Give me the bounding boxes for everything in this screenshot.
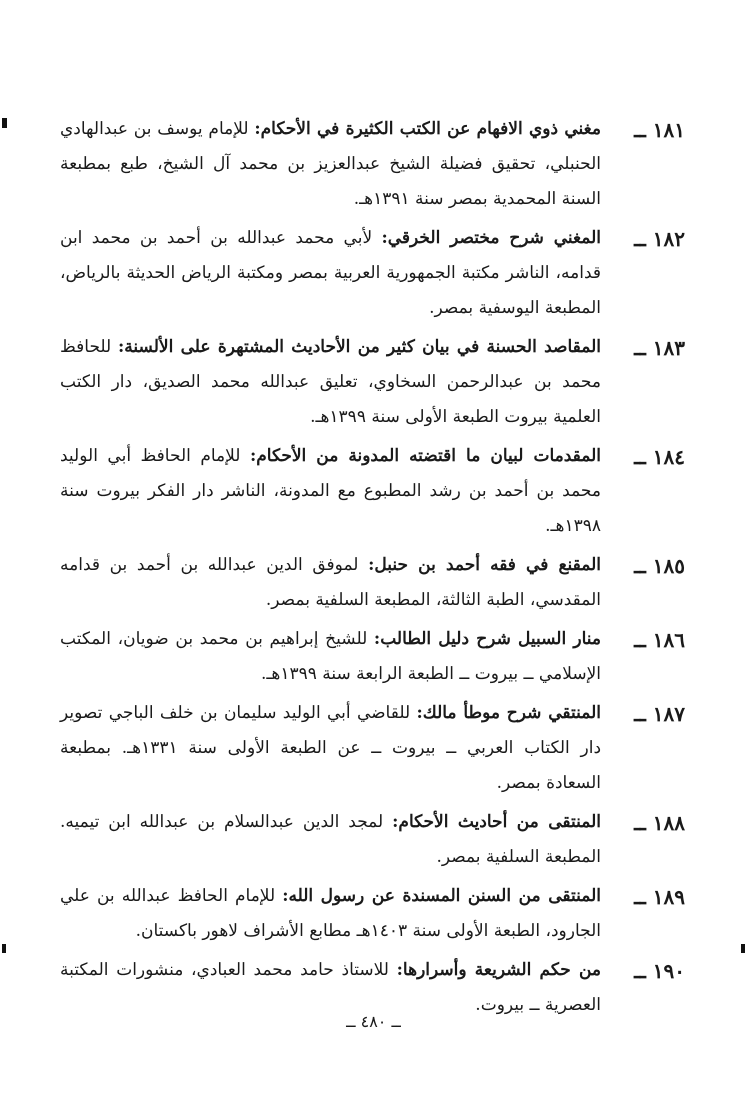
entry-title: من حكم الشريعة وأسرارها:: [396, 960, 601, 980]
entry-title: المغني شرح مختصر الخرقي:: [381, 228, 601, 248]
entry-text: للإمام الحافظ أبي الوليد محمد بن أحمد بن رشد المطبوع مع المدونة، الناشر دار الفكر بيروت سنة ١٣٩٨هـ.: [60, 446, 601, 536]
entry-text: للحافظ محمد بن عبدالرحمن السخاوي، تعليق عبدالله محمد الصديق، دار الكتب العلمية بيروت الطبعة الأولى سنة ١٣٩٩هـ.: [60, 337, 601, 427]
entry-title: المقدمات لبيان ما اقتضته المدونة من الأحكام:: [249, 446, 601, 466]
bibliography-list: [60, 112, 685, 1027]
entry-text: للإمام يوسف بن عبدالهادي الحنبلي، تحقيق فضيلة الشيخ عبدالعزيز بن محمد آل الشيخ، طبع بمطبعة السنة المحمدية بمصر سنة ١٣٩١هـ.: [60, 119, 601, 209]
entry-body: [60, 112, 601, 217]
entry-body: [60, 879, 601, 949]
entry-185: [60, 548, 685, 618]
entry-number: ١٨٣ ــ: [634, 336, 685, 360]
entry-182: [60, 221, 685, 326]
entry-181: [60, 112, 685, 217]
entry-188: [60, 805, 685, 875]
entry-body: [60, 696, 601, 801]
entry-number: ١٩٠ ــ: [634, 959, 685, 983]
entry-number: ١٨٦ ــ: [634, 628, 685, 652]
entry-186: [60, 622, 685, 692]
entry-body: [60, 221, 601, 326]
entry-text: لأبي محمد عبدالله بن أحمد بن محمد ابن قدامه، الناشر مكتبة الجمهورية العربية بمصر ومكتبة الرياض الحديثة بالرياض، المطبعة اليوسفية بمصر.: [60, 228, 601, 318]
margin-mark-bottom-right: [741, 944, 745, 953]
margin-mark-bottom-left: [2, 944, 6, 953]
entry-187: [60, 696, 685, 801]
entry-body: [60, 548, 601, 618]
entry-number: ١٨٥ ــ: [634, 554, 685, 578]
entry-title: المنتقى من أحاديث الأحكام:: [392, 812, 601, 832]
entry-text: لموفق الدين عبدالله بن أحمد بن قدامه المقدسي، الطبة الثالثة، المطبعة السلفية بمصر.: [60, 555, 601, 610]
entry-184: [60, 439, 685, 544]
entry-text: للاستاذ حامد محمد العبادي، منشورات المكتبة العصرية ــ بيروت.: [60, 960, 601, 1015]
entry-number: ١٨٤ ــ: [634, 445, 685, 469]
entry-title: مغني ذوي الافهام عن الكتب الكثيرة في الأحكام:: [254, 119, 601, 139]
entry-number: ١٨٨ ــ: [634, 811, 685, 835]
entry-183: [60, 330, 685, 435]
entry-text: للإمام الحافظ عبدالله بن علي الجارود، الطبعة الأولى سنة ١٤٠٣هـ مطابع الأشراف لاهور باكستان.: [60, 886, 601, 941]
entry-body: [60, 805, 601, 875]
entry-body: [60, 439, 601, 544]
entry-text: للقاضي أبي الوليد سليمان بن خلف الباجي تصوير دار الكتاب العربي ــ بيروت ــ عن الطبعة الأولى سنة ١٣٣١هـ. بمطبعة السعادة بمصر.: [60, 703, 602, 793]
entry-text: للشيخ إبراهيم بن محمد بن ضويان، المكتب الإسلامي ــ بيروت ــ الطبعة الرابعة سنة ١٣٩٩هـ.: [60, 629, 601, 684]
entry-text: لمجد الدين عبدالسلام بن عبدالله ابن تيميه. المطبعة السلفية بمصر.: [60, 812, 601, 867]
entry-189: [60, 879, 685, 949]
entry-title: المقاصد الحسنة في بيان كثير من الأحاديث المشتهرة على الألسنة:: [118, 337, 601, 357]
page-number: ــ ٤٨٠ ــ: [346, 1012, 401, 1031]
entry-number: ١٨٩ ــ: [634, 885, 685, 909]
entry-body: [60, 330, 601, 435]
entry-number: ١٨١ ــ: [634, 118, 685, 142]
margin-mark-top-left: [2, 118, 7, 128]
entry-title: المنتقي شرح موطأ مالك:: [416, 703, 602, 723]
entry-number: ١٨٧ ــ: [634, 702, 685, 726]
entry-title: المنتقى من السنن المسندة عن رسول الله:: [282, 886, 601, 906]
entry-body: [60, 622, 601, 692]
entry-title: منار السبيل شرح دليل الطالب:: [373, 629, 601, 649]
entry-number: ١٨٢ ــ: [634, 227, 685, 251]
entry-title: المقنع في فقه أحمد بن حنبل:: [368, 555, 602, 575]
